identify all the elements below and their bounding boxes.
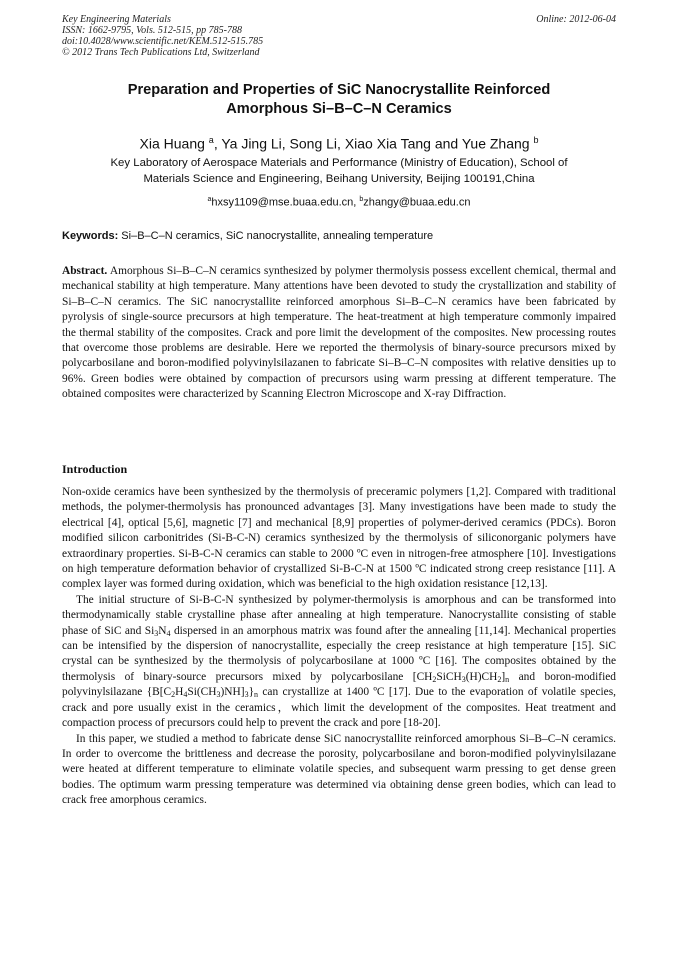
email-b[interactable]: zhangy@buaa.edu.cn — [363, 196, 471, 209]
copyright-line: © 2012 Trans Tech Publications Ltd, Switzerland — [62, 47, 260, 58]
paper-title — [62, 81, 616, 119]
affiliation-line-1: Key Laboratory of Aerospace Materials and Performance (Ministry of Education), School of — [110, 157, 568, 169]
intro-paragraph-3: In this paper, we studied a method to fabricate dense SiC nanocrystallite reinforced amorphous Si–B–C–N ceramics. In order to overcome the brittleness and decrease the porosity, polycarbosilane and boron-modified polyvinylsilazane were heated at different temperature to eliminate volatile species, and subsequent warm pressing to get dense green bodies. The optimum warm pressing temperature was determined via obtaining dense green bodies, which can lead to crack free amorphous ceramics. — [62, 732, 616, 807]
issn-line: ISSN: 1662-9795, Vols. 512-515, pp 785-788 — [62, 25, 242, 36]
intro-paragraph-1: Non-oxide ceramics have been synthesized by the thermolysis of preceramic polymers [1,2]. Compared with traditional methods, the polymer-thermolysis has pronounced advantages [3]. Many investigations have been made to study the electrical [4], optical [5,6], magnetic [7] and mechanical [8,9] properties of polymer-derived ceramics (PDCs). Boron modified silicon carbonitrides (Si-B-C-N) ceramics synthesized by the thermolysis of siliconorganic polymers have extraordinary properties. Si-B-C-N ceramics can stable to 2000 ºC even in nitrogen-free atmosphere [10]. Investigations on high temperature deformation behavior of crystallized Si-B-C-N at 1500 ºC indicated strong creep resistance [11]. A complex layer was formed during oxidation, which was beneficial to the high oxidation resistance [12,13]. — [62, 486, 616, 591]
abstract-text: Amorphous Si–B–C–N ceramics synthesized by polymer thermolysis possess excellent chemical, thermal and mechanical stability at high temperature. Many attentions have been devoted to study the crystallization and stability of Si–B–C–N ceramics. The SiC nanocrystallite reinforced amorphous Si–B–C–N ceramics have been fabricated by pyrolysis of single-source precursors at high temperature. The heat-treatment at high temperature commonly impaired the thermal stability of the composites. Crack and pore limit the development of the composites. New processing routes that overcome those problems are desirable. Here we reported the thermolysis of binary-source precursors mixed by polycarbosilane and boron-modified polyvinylsilazanen to fabricate Si–B–C–N composites with relative densities up to 96%. Green bodies were obtained by compaction of precursors using warm pressing at different temperature. The obtained composites were characterized by Scanning Electron Microscope and X-ray Diffraction. — [62, 265, 616, 401]
keywords — [62, 229, 616, 243]
author-first: Xia Huang — [139, 135, 205, 152]
email-a[interactable]: hxsy1109@mse.buaa.edu.cn, — [211, 196, 360, 209]
author-rest: , Ya Jing Li, Song Li, Xiao Xia Tang and Yue Zhang — [213, 135, 530, 152]
title-line-1: Preparation and Properties of SiC Nanocrystallite Reinforced — [127, 82, 551, 98]
affiliation-line-2: Materials Science and Engineering, Beihang University, Beijing 100191,China — [143, 173, 535, 185]
affiliation — [62, 155, 616, 187]
email-b-sup: b — [359, 196, 364, 203]
intro-paragraph-2: The initial structure of Si-B-C-N synthesized by polymer-thermolysis is amorphous and can be transformed into thermodynamically stable crystalline phase after annealing at high temperature. Nanocrystallite consisting of stable phase of SiC and $Si_3N_4$ dispersed in an amorphous matrix was found after the annealing [11,14]. Mechanical properties can be intensified by the dispersion of nanocrystallite, especially the creep resistance at high temperature [15]. SiC crystal can be synthesized by the thermolysis of polycarbosilane at 1000 ºC [16]. The composites obtained by the thermolysis of binary-source precursors mixed by polycarbosilane $[CH_2SiCH_3(H)CH_2]_n$ and boron-modified polyvinylsilazane $\{B[C_2H_4Si(CH_3)NH]_3\}_n$ can crystallize at 1400 ºC [17]. Due to the evaporation of volatile species, crack and pore usually exist in the ceramics，which limit the development of the composites. Heat treatment and compaction process of precursors could help to prevent the crack and pore [18-20]. — [62, 593, 616, 730]
author-list — [62, 131, 616, 153]
abstract — [62, 264, 616, 403]
author-first-sup: a — [208, 135, 214, 145]
doi-line: doi:10.4028/www.scientific.net/KEM.512-515.785 — [62, 36, 264, 47]
journal-name: Key Engineering Materials — [62, 14, 171, 25]
introduction-body — [62, 485, 616, 809]
online-date: Online: 2012-06-04 — [536, 14, 616, 25]
introduction-heading: Introduction — [62, 462, 128, 476]
title-line-2: Amorphous Si–B–C–N Ceramics — [226, 101, 452, 117]
author-last-sup: b — [533, 135, 539, 145]
author-emails — [62, 193, 616, 210]
abstract-label: Abstract. — [62, 265, 108, 277]
journal-header — [62, 14, 616, 58]
email-a-sup: a — [207, 196, 212, 203]
keywords-label: Keywords: — [62, 230, 119, 242]
keywords-text: Si–B–C–N ceramics, SiC nanocrystallite, annealing temperature — [118, 230, 434, 242]
